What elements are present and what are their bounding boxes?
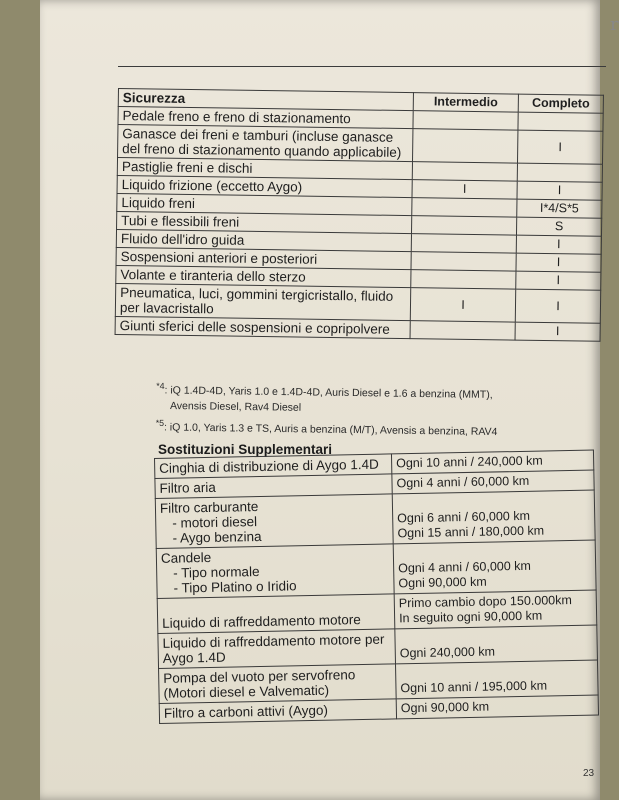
header-completo: Completo <box>518 94 603 113</box>
safety-intermedio <box>411 252 516 271</box>
safety-body <box>115 107 603 342</box>
replacements-title: Sostituzioni Supplementari <box>158 442 333 457</box>
replacement-interval <box>393 540 596 594</box>
safety-intermedio: I <box>412 180 517 199</box>
safety-intermedio <box>413 129 518 163</box>
replacement-item-label: Pompa del vuoto per servofreno (Motori diesel e Valvematic) <box>163 667 356 701</box>
replacement-item-label: Liquido di raffreddamento motore per Aygo 1.4D <box>162 631 385 666</box>
interval-line: Ogni 4 anni / 60,000 km <box>396 473 530 491</box>
replacement-item <box>159 699 396 724</box>
replacement-subitem: - motori diesel <box>172 514 258 531</box>
safety-completo: S <box>516 217 601 236</box>
interval-line: Ogni 90,000 km <box>400 699 490 716</box>
replacements-body <box>155 450 599 723</box>
replacement-item <box>159 664 397 704</box>
safety-completo: I*4/S*5 <box>517 199 602 218</box>
replacement-item-label: Cinghia di distribuzione di Aygo 1.4D <box>159 456 379 476</box>
safety-completo: I <box>517 130 602 164</box>
replacement-subitem: - Aygo benzina <box>172 528 262 546</box>
replacement-item-label: Filtro a carboni attivi (Aygo) <box>163 702 329 721</box>
footnote-4: $^{*4}$: iQ 1.4D-4D, Yaris 1.0 e 1.4D-4D, Auris Diesel e 1.6 a benzina (MMT), Avensis Diesel, Rav4 Diesel <box>156 380 493 414</box>
footnote-5: $^{*5}$: iQ 1.0, Yaris 1.3 e TS, Auris a benzina (M/T), Avensis a benzina, RAV4 <box>155 417 498 438</box>
safety-completo: I <box>515 322 600 341</box>
safety-table <box>115 88 604 342</box>
replacement-subitem: - Tipo Platino o Iridio <box>173 578 297 596</box>
interval-line: Ogni 90,000 km <box>398 574 487 591</box>
safety-completo: I <box>516 235 601 254</box>
replacement-interval <box>395 660 598 699</box>
interval-line: Primo cambio dopo 150.000km <box>398 593 572 611</box>
replacements-table <box>154 450 599 724</box>
safety-intermedio <box>411 270 516 289</box>
safety-intermedio <box>412 198 517 217</box>
safety-intermedio <box>411 234 516 253</box>
safety-completo: I <box>517 181 602 200</box>
replacement-item <box>158 629 396 669</box>
safety-intermedio <box>413 111 518 130</box>
safety-intermedio <box>411 216 516 235</box>
replacement-item-label: Candele <box>160 549 212 566</box>
safety-item: Liquido frizione (eccetto Aygo) <box>117 175 412 197</box>
replacement-item <box>155 494 393 549</box>
interval-line: Ogni 10 anni / 195,000 km <box>400 678 548 696</box>
header-sicurezza: Sicurezza <box>118 89 413 111</box>
interval-line: Ogni 15 anni / 180,000 km <box>397 523 545 541</box>
header-intermedio: Intermedio <box>413 93 518 112</box>
replacement-interval <box>394 590 597 629</box>
table-row <box>156 540 596 598</box>
safety-item: Pastiglie freni e dischi <box>117 158 412 180</box>
footnotes <box>156 379 617 441</box>
interval-line: Ogni 4 anni / 60,000 km <box>398 558 532 576</box>
interval-line: In seguito ogni 90,000 km <box>398 608 543 626</box>
safety-completo <box>517 163 602 182</box>
safety-item: Ganasce dei freni e tamburi (incluse ganasce del freno di stazionamento quando applicabile) <box>118 125 413 162</box>
safety-item: Fluido dell'idro guida <box>116 229 411 251</box>
safety-item: Sospensioni anteriori e posteriori <box>116 247 411 269</box>
replacement-interval <box>395 625 598 664</box>
safety-intermedio <box>410 321 515 340</box>
replacement-item <box>157 594 395 634</box>
safety-completo: I <box>515 289 600 323</box>
safety-item: Volante e tiranteria dello sterzo <box>116 265 411 287</box>
safety-item: Giunti sferici delle sospensioni e copripolvere <box>115 316 410 338</box>
document-page <box>40 0 619 800</box>
interval-line: Ogni 6 anni / 60,000 km <box>397 508 531 526</box>
replacement-item <box>156 544 394 599</box>
safety-completo <box>518 112 603 131</box>
replacement-interval <box>396 695 598 719</box>
replacement-interval <box>392 490 595 544</box>
safety-completo: I <box>516 253 601 272</box>
safety-item: Liquido freni <box>117 193 412 215</box>
corner-mark: r <box>610 14 619 35</box>
replacement-subitem: - Tipo normale <box>173 563 260 581</box>
interval-line: Ogni 10 anni / 240,000 km <box>396 453 543 471</box>
top-rule <box>118 66 606 67</box>
safety-item: Tubi e flessibili freni <box>117 211 412 233</box>
safety-completo: I <box>516 271 601 290</box>
page-number: 23 <box>583 768 595 779</box>
safety-intermedio <box>412 162 517 181</box>
safety-item: Pneumatica, luci, gommini tergicristallo, fluido per lavacristallo <box>115 283 410 320</box>
safety-intermedio: I <box>410 288 515 322</box>
replacement-item-label: Filtro aria <box>159 479 216 496</box>
interval-line: Ogni 240,000 km <box>399 644 496 661</box>
safety-item: Pedale freno e freno di stazionamento <box>118 107 413 129</box>
replacement-item-label: Liquido di raffreddamento motore <box>162 612 361 631</box>
table-row <box>155 490 595 548</box>
replacement-item-label: Filtro carburante <box>159 499 259 516</box>
